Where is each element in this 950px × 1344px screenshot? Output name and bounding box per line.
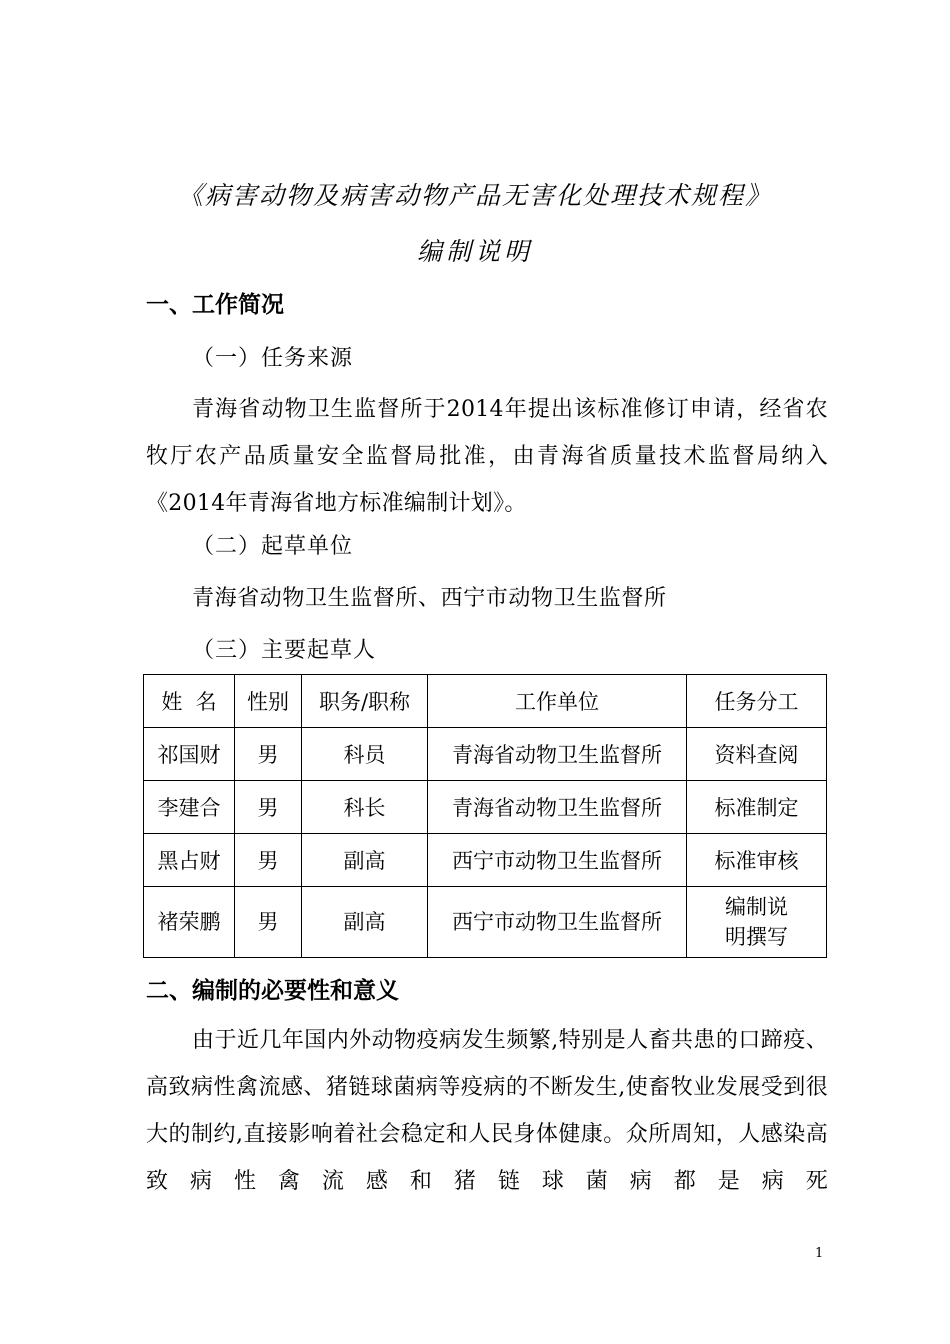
- cell-task: 标准制定: [687, 781, 827, 834]
- cell-workplace: 西宁市动物卫生监督所: [428, 834, 687, 887]
- cell-name: 李建合: [144, 781, 235, 834]
- cell-gender: 男: [235, 834, 302, 887]
- cell-workplace: 西宁市动物卫生监督所: [428, 887, 687, 958]
- header-gender: 性别: [235, 675, 302, 728]
- table-row: [144, 781, 827, 834]
- cell-name: 褚荣鹏: [144, 887, 235, 958]
- task-source-paragraph: 青海省动物卫生监督所于2014年提出该标准修订申请，经省农牧厅农产品质量安全监督局批准，由青海省质量技术监督局纳入《2014年青海省地方标准编制计划》。: [146, 397, 828, 516]
- cell-workplace: 青海省动物卫生监督所: [428, 728, 687, 781]
- drafting-unit-heading: （二）起草单位: [192, 534, 354, 559]
- header-task: 任务分工: [687, 675, 827, 728]
- cell-task: 资料查阅: [687, 728, 827, 781]
- drafters-table: [143, 674, 827, 958]
- cell-gender: 男: [235, 887, 302, 958]
- document-subtitle: 编制说明: [416, 237, 533, 266]
- section2-paragraph: 由于近几年国内外动物疫病发生频繁,特别是人畜共患的口蹄疫、高致病性禽流感、猪链球菌病等疫病的不断发生,使畜牧业发展受到很大的制约,直接影响着社会稳定和人民身体健康。众所周知，人感染高致病性禽流感和猪链球菌病都是病死: [146, 1028, 828, 1194]
- document-title: 《病害动物及病害动物产品无害化处理技术规程》: [177, 181, 772, 210]
- cell-gender: 男: [235, 728, 302, 781]
- cell-title: 副高: [302, 834, 428, 887]
- task-source-heading: （一）任务来源: [192, 346, 354, 371]
- cell-task: 标准审核: [687, 834, 827, 887]
- table-row: [144, 887, 827, 958]
- page-number: 1: [815, 1246, 824, 1261]
- cell-gender: 男: [235, 781, 302, 834]
- cell-workplace: 青海省动物卫生监督所: [428, 781, 687, 834]
- section2-heading: 二、编制的必要性和意义: [146, 978, 399, 1004]
- cell-title: 科员: [302, 728, 428, 781]
- table-row: [144, 728, 827, 781]
- table-row: [144, 834, 827, 887]
- header-title: 职务/职称: [302, 675, 428, 728]
- drafters-heading: （三）主要起草人: [192, 638, 377, 663]
- cell-task: 编制说明撰写: [687, 887, 827, 958]
- header-workplace: 工作单位: [428, 675, 687, 728]
- section1-heading: 一、工作简况: [146, 292, 284, 318]
- cell-name: 黑占财: [144, 834, 235, 887]
- table-header-row: [144, 675, 827, 728]
- cell-name: 祁国财: [144, 728, 235, 781]
- cell-title: 科长: [302, 781, 428, 834]
- drafting-unit-text: 青海省动物卫生监督所、西宁市动物卫生监督所: [192, 586, 667, 611]
- cell-title: 副高: [302, 887, 428, 958]
- header-name: 姓 名: [144, 675, 235, 728]
